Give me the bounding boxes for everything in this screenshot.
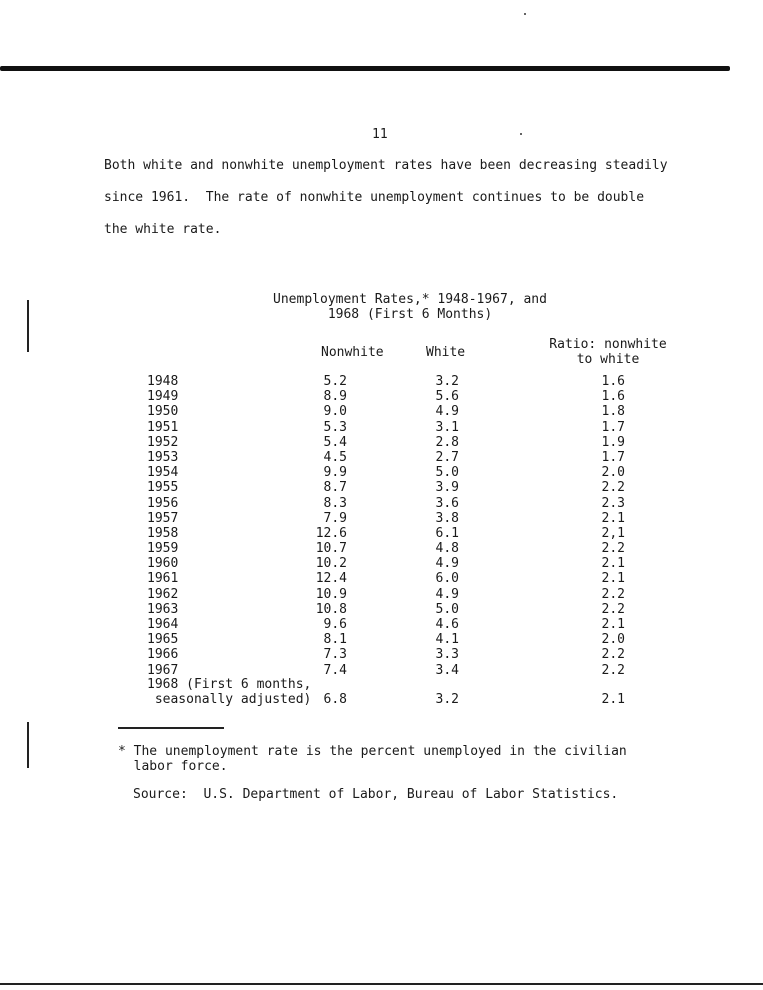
table-row [0,435,763,450]
cell-ratio: 2.2 [601,541,625,557]
cell-ratio: 1.7 [601,449,625,465]
table-row [0,480,763,495]
paragraph-line: since 1961. The rate of nonwhite unemployment continues to be double [104,190,645,205]
cell-white: 3.4 [435,662,459,678]
cell-nonwhite: 8.7 [323,480,347,496]
cell-nonwhite: 9.0 [323,404,347,420]
cell-nonwhite: 5.3 [323,419,347,435]
cell-nonwhite: 7.9 [323,510,347,526]
table-title-line: Unemployment Rates,* 1948-1967, and [273,292,547,307]
table-row [0,374,763,389]
cell-white: 2.7 [435,449,459,465]
cell-white: 6.0 [435,571,459,587]
source-note: Source: U.S. Department of Labor, Bureau of Labor Statistics. [133,787,619,802]
header-ratio [538,337,678,367]
row-label-line: seasonally adjusted) [147,692,312,707]
cell-nonwhite: 6.8 [323,692,347,707]
cell-nonwhite: 12.4 [315,571,347,587]
cell-year: 1957 [147,510,179,526]
cell-ratio: 2.1 [601,692,625,707]
table-row [0,587,763,602]
scan-speck [520,133,522,135]
cell-nonwhite: 8.3 [323,495,347,511]
cell-nonwhite: 5.4 [323,434,347,450]
bottom-rule [0,983,763,985]
cell-year: 1952 [147,434,179,450]
cell-white: 4.1 [435,632,459,648]
cell-white: 6.1 [435,525,459,541]
cell-white: 4.8 [435,541,459,557]
table-row [0,571,763,586]
cell-year: 1950 [147,404,179,420]
cell-year: 1959 [147,541,179,557]
cell-white: 4.9 [435,404,459,420]
cell-nonwhite: 5.2 [323,374,347,389]
table-row [0,602,763,617]
cell-white: 4.9 [435,586,459,602]
cell-year: 1951 [147,419,179,435]
cell-nonwhite: 8.9 [323,389,347,405]
table-row [0,556,763,571]
table-row-1968 [0,677,763,709]
cell-white: 2.8 [435,434,459,450]
cell-white: 3.8 [435,510,459,526]
cell-ratio: 1.8 [601,404,625,420]
header-ratio-line: to white [576,352,640,367]
cell-year: 1956 [147,495,179,511]
intro-paragraph [104,150,704,246]
cell-white: 5.0 [435,465,459,481]
cell-ratio: 1.9 [601,434,625,450]
top-rule [0,66,730,71]
cell-year: 1964 [147,617,179,632]
cell-year: 1961 [147,571,179,587]
cell-ratio: 2.2 [601,586,625,602]
table-row [0,465,763,480]
cell-year: 1954 [147,465,179,481]
cell-ratio: 2.2 [601,601,625,617]
cell-ratio: 1.6 [601,389,625,405]
paragraph-line: the white rate. [104,222,222,237]
cell-white: 3.9 [435,480,459,496]
header-white: White [426,345,466,360]
cell-white: 3.2 [435,692,459,707]
table-title [240,292,580,322]
cell-year: 1955 [147,480,179,496]
cell-year: 1966 [147,647,179,663]
table-row [0,663,763,678]
table-row [0,617,763,632]
cell-nonwhite: 7.4 [323,662,347,678]
table-row [0,511,763,526]
cell-white: 3.1 [435,419,459,435]
table-row [0,496,763,511]
cell-ratio: 2.1 [601,617,625,632]
cell-ratio: 1.7 [601,419,625,435]
table-row [0,389,763,404]
cell-white: 5.6 [435,389,459,405]
cell-year: 1965 [147,632,179,648]
cell-ratio: 2.1 [601,571,625,587]
table-title-line: 1968 (First 6 Months) [327,307,493,322]
cell-ratio: 2.0 [601,632,625,648]
table-row [0,647,763,662]
footnote-rule [118,727,224,729]
table-row [0,420,763,435]
cell-nonwhite: 8.1 [323,632,347,648]
row-label-line: 1968 (First 6 months, [147,677,312,692]
cell-ratio: 2.3 [601,495,625,511]
cell-nonwhite: 10.2 [315,556,347,572]
paragraph-line: Both white and nonwhite unemployment rates have been decreasing steadily [104,158,668,173]
left-margin-mark [27,300,29,352]
cell-year: 1967 [147,662,179,678]
cell-white: 4.9 [435,556,459,572]
cell-nonwhite: 4.5 [323,449,347,465]
table-row [0,526,763,541]
cell-ratio: 2.2 [601,480,625,496]
table-row [0,450,763,465]
table-row [0,632,763,647]
cell-year: 1963 [147,601,179,617]
cell-nonwhite: 10.8 [315,601,347,617]
cell-ratio: 1.6 [601,374,625,389]
left-margin-mark [27,722,29,768]
cell-ratio: 2,1 [601,525,625,541]
cell-year: 1948 [147,374,179,389]
cell-white: 3.6 [435,495,459,511]
cell-nonwhite: 9.6 [323,617,347,632]
footnote [118,744,678,774]
header-ratio-line: Ratio: nonwhite [549,337,667,352]
cell-white: 5.0 [435,601,459,617]
table-row [0,541,763,556]
cell-ratio: 2.2 [601,647,625,663]
table-body [0,374,763,678]
page-number: 11 [372,127,388,142]
cell-nonwhite: 9.9 [323,465,347,481]
row-label [147,677,311,707]
cell-ratio: 2.1 [601,556,625,572]
cell-nonwhite: 10.7 [315,541,347,557]
cell-year: 1949 [147,389,179,405]
cell-white: 3.2 [435,374,459,389]
cell-year: 1958 [147,525,179,541]
header-nonwhite: Nonwhite [321,345,384,360]
cell-nonwhite: 7.3 [323,647,347,663]
scan-speck [524,13,526,15]
cell-ratio: 2.0 [601,465,625,481]
cell-year: 1960 [147,556,179,572]
cell-year: 1953 [147,449,179,465]
table-row [0,404,763,419]
cell-white: 3.3 [435,647,459,663]
cell-nonwhite: 12.6 [315,525,347,541]
cell-year: 1962 [147,586,179,602]
cell-white: 4.6 [435,617,459,632]
footnote-line: * The unemployment rate is the percent unemployed in the civilian [118,744,627,759]
cell-ratio: 2.1 [601,510,625,526]
footnote-line: labor force. [118,759,228,774]
cell-nonwhite: 10.9 [315,586,347,602]
cell-ratio: 2.2 [601,662,625,678]
